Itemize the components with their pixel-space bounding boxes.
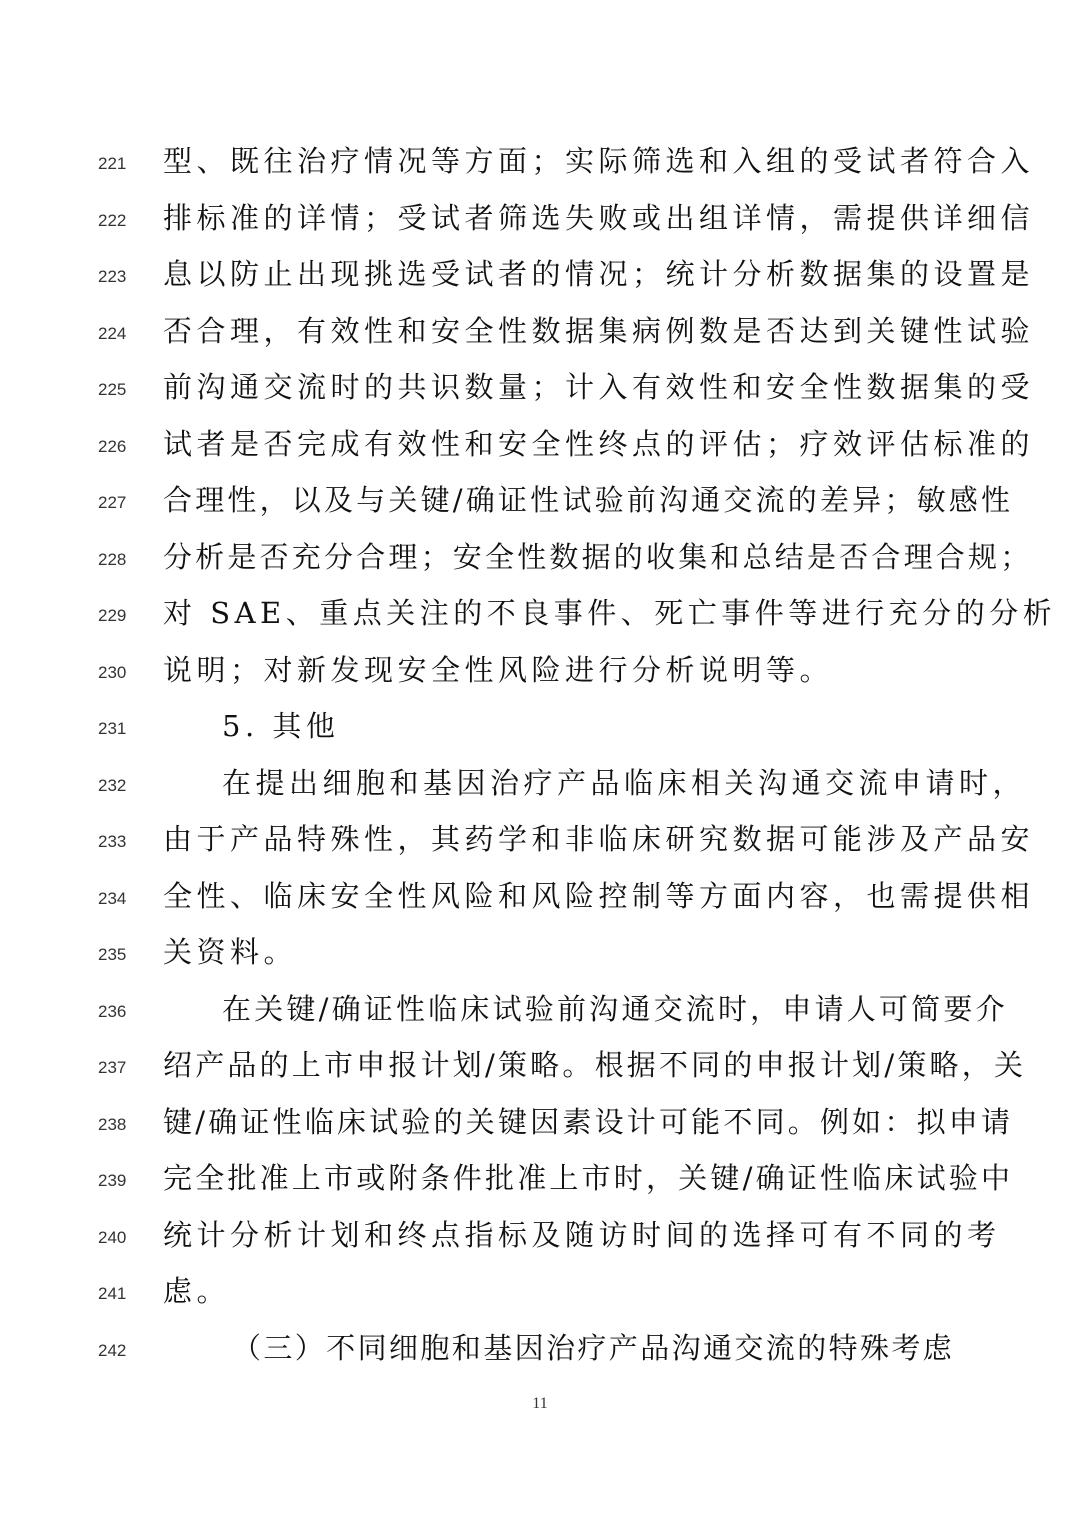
line-number: 235 [98, 945, 127, 964]
text-line [0, 987, 1080, 1043]
text-line [0, 648, 1080, 704]
text-line [0, 1269, 1080, 1325]
line-text: 型、既往治疗情况等方面；实际筛选和入组的受试者符合入 [163, 144, 1035, 178]
line-number: 231 [98, 719, 127, 738]
line-number: 224 [98, 324, 127, 343]
text-line [0, 704, 1080, 760]
text-line [0, 1213, 1080, 1269]
line-number: 226 [98, 437, 127, 456]
line-text: 由于产品特殊性，其药学和非临床研究数据可能涉及产品安 [163, 822, 1035, 856]
line-number: 236 [98, 1002, 127, 1021]
page-number: 11 [532, 1395, 548, 1412]
line-number: 238 [98, 1115, 127, 1134]
text-line [0, 309, 1080, 365]
line-number: 233 [98, 832, 127, 851]
line-number: 234 [98, 889, 127, 908]
line-number: 239 [98, 1171, 127, 1190]
line-text: 键/确证性临床试验的关键因素设计可能不同。例如：拟申请 [163, 1105, 1014, 1139]
line-text: 分析是否充分合理；安全性数据的收集和总结是否合理合规； [163, 540, 1033, 574]
line-number: 221 [98, 154, 127, 173]
line-text: 虑。 [163, 1274, 231, 1308]
text-line [0, 1100, 1080, 1156]
line-text: 试者是否完成有效性和安全性终点的评估；疗效评估标准的 [163, 427, 1035, 461]
line-text: 否合理，有效性和安全性数据集病例数是否达到关键性试验 [163, 314, 1035, 348]
line-number: 227 [98, 493, 127, 512]
text-line [0, 591, 1080, 647]
line-text: 全性、临床安全性风险和风险控制等方面内容，也需提供相 [163, 879, 1035, 913]
line-number: 241 [98, 1284, 127, 1303]
text-line [0, 252, 1080, 308]
text-line [0, 1326, 1080, 1382]
line-number: 242 [98, 1341, 127, 1360]
line-number: 228 [98, 550, 127, 569]
text-line [0, 930, 1080, 986]
text-line [0, 1043, 1080, 1099]
text-line [0, 478, 1080, 534]
line-text: 关资料。 [163, 935, 298, 969]
line-number: 225 [98, 380, 127, 399]
line-text: 在关键/确证性临床试验前沟通交流时，申请人可简要介 [222, 992, 1008, 1026]
line-text: 对 SAE、重点关注的不良事件、死亡事件等进行充分的分析 [163, 596, 1057, 630]
text-line [0, 196, 1080, 252]
line-number: 230 [98, 663, 127, 682]
text-line [0, 817, 1080, 873]
line-text: 统计分析计划和终点指标及随访时间的选择可有不同的考 [163, 1218, 1001, 1252]
line-text: 在提出细胞和基因治疗产品临床相关沟通交流申请时， [222, 766, 1027, 800]
line-number: 237 [98, 1058, 127, 1077]
line-number: 229 [98, 606, 127, 625]
text-line [0, 874, 1080, 930]
text-line [0, 422, 1080, 478]
line-text: 合理性，以及与关键/确证性试验前沟通交流的差异；敏感性 [163, 483, 1014, 517]
section-heading: （三）不同细胞和基因治疗产品沟通交流的特殊考虑 [232, 1331, 955, 1365]
text-line [0, 761, 1080, 817]
line-number: 223 [98, 267, 127, 286]
text-line [0, 535, 1080, 591]
line-number: 232 [98, 776, 127, 795]
line-text: 息以防止出现挑选受试者的情况；统计分析数据集的设置是 [163, 257, 1035, 291]
line-text: 说明；对新发现安全性风险进行分析说明等。 [163, 653, 834, 687]
line-number: 222 [98, 211, 127, 230]
line-text: 完全批准上市或附条件批准上市时，关键/确证性临床试验中 [163, 1161, 1014, 1195]
line-number: 240 [98, 1228, 127, 1247]
section-heading: 5. 其他 [222, 709, 340, 743]
text-line [0, 365, 1080, 421]
line-text: 前沟通交流时的共识数量；计入有效性和安全性数据集的受 [163, 370, 1035, 404]
line-text: 绍产品的上市申报计划/策略。根据不同的申报计划/策略，关 [163, 1048, 1027, 1082]
text-line [0, 139, 1080, 195]
text-line [0, 1156, 1080, 1212]
line-text: 排标准的详情；受试者筛选失败或出组详情，需提供详细信 [163, 201, 1035, 235]
